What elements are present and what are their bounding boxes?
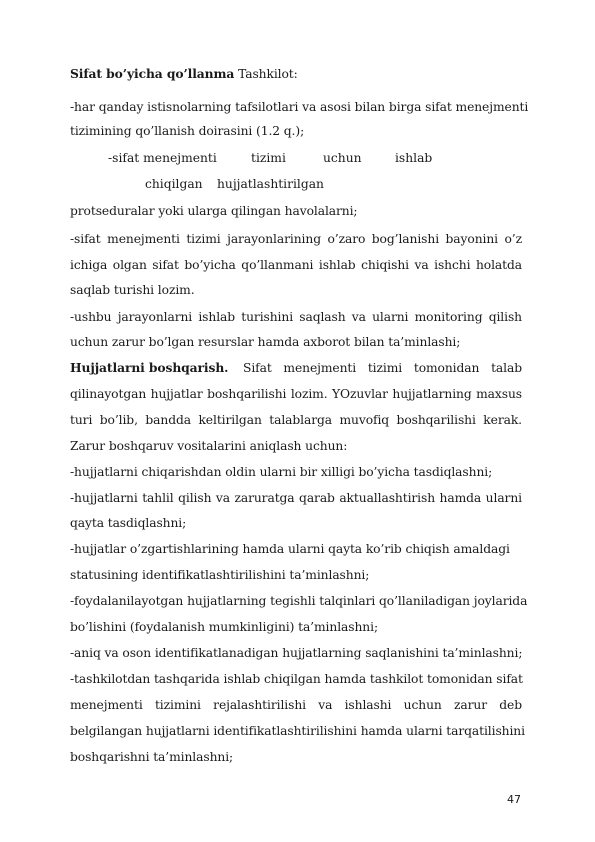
text-line: saqlab turishi lozim.	[70, 283, 195, 297]
text-line: -tashkilotdan tashqarida ishlab chiqilgan hamda tashkilot tomonidan sifat	[70, 672, 523, 686]
text-line: uchun zarur bo’lgan resurslar hamda axborot bilan ta’minlashi;	[70, 335, 461, 349]
text-line: -foydalanilayotgan hujjatlarning tegishli talqinlari qo’llaniladigan joylarida	[70, 594, 528, 608]
indented-word: -sifat menejmenti	[108, 151, 217, 165]
indented-word: ishlab	[395, 151, 433, 165]
heading-line	[70, 66, 522, 82]
text-line: boshqarishni ta’minlashni;	[70, 750, 234, 764]
text-line: Sifat menejmenti tizimi tomonidan talab	[243, 361, 522, 375]
text-line: -hujjatlarni chiqarishdan oldin ularni bir xilligi bo’yicha tasdiqlashni;	[70, 465, 493, 479]
page-number: 47	[507, 793, 521, 806]
indented-word: chiqilgan	[145, 177, 203, 191]
text-line: ichiga olgan sifat bo’yicha qo’llanmani ishlab chiqishi va ishchi holatda	[70, 258, 522, 272]
indented-word: tizimi	[251, 151, 286, 165]
text-line: qilinayotgan hujjatlar boshqarilishi lozim. YOzuvlar hujjatlarning maxsus	[70, 387, 522, 401]
text-line: tizimining qo’llanish doirasini (1.2 q.);	[70, 124, 305, 138]
text-line: turi bo’lib, bandda keltirilgan talablarga muvofiq boshqarilishi kerak.	[70, 413, 522, 427]
text-line: statusining identifikatlashtirilishini ta’minlashni;	[70, 568, 370, 582]
section-title-rest: Tashkilot:	[234, 67, 298, 81]
indented-word: uchun	[323, 151, 362, 165]
indented-word: hujjatlashtirilgan	[217, 177, 324, 191]
text-line: -hujjatlar o’zgartishlarining hamda ularni qayta ko’rib chiqish amaldagi	[70, 542, 510, 556]
text-line: Zarur boshqaruv vositalarini aniqlash uchun:	[70, 439, 348, 453]
text-line: -ushbu jarayonlarni ishlab turishini saqlash va ularni monitoring qilish	[70, 310, 522, 324]
text-line: -hujjatlarni tahlil qilish va zaruratga qarab aktuallashtirish hamda ularni	[70, 491, 522, 505]
section-title: Sifat bo’yicha qo’llanma	[70, 66, 235, 81]
text-line: belgilangan hujjatlarni identifikatlashtirilishini hamda ularni tarqatilishini	[70, 724, 525, 738]
text-line: qayta tasdiqlashni;	[70, 516, 187, 530]
text-line: protseduralar yoki ularga qilingan havolalarni;	[70, 204, 358, 218]
text-line: bo’lishini (foydalanish mumkinligini) ta’minlashni;	[70, 620, 378, 634]
text-line: -aniq va oson identifikatlanadigan hujjatlarning saqlanishini ta’minlashni;	[70, 646, 523, 660]
text-line: -sifat menejmenti tizimi jarayonlarining o’zaro bog’lanishi bayonini o’z	[70, 232, 522, 246]
text-line: menejmenti tizimini rejalashtirilishi va ishlashi uchun zarur deb	[70, 698, 522, 712]
bold-lead: Hujjatlarni boshqarish.	[70, 360, 229, 375]
text-line: -har qanday istisnolarning tafsilotlari va asosi bilan birga sifat menejmenti	[70, 100, 529, 114]
